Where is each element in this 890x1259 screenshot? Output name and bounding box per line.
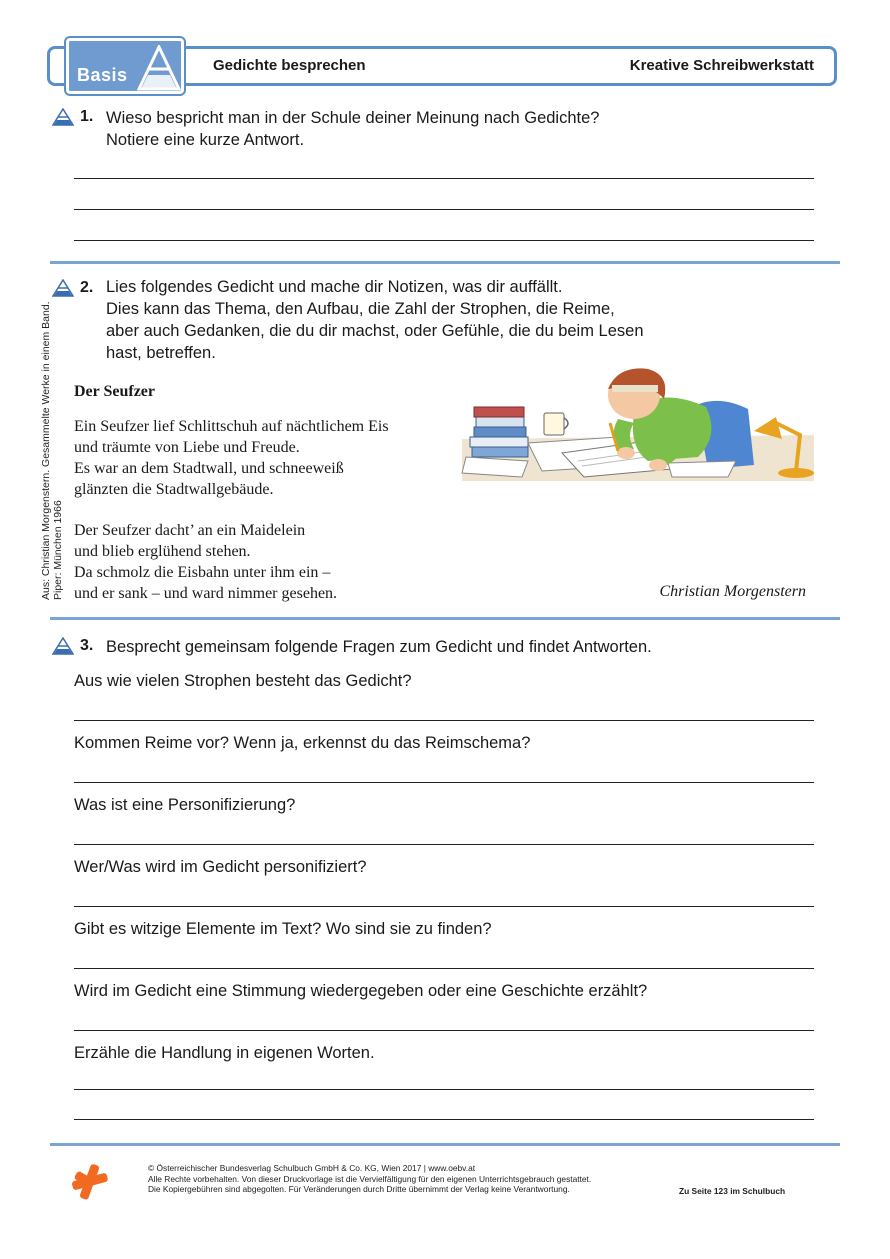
answer-line[interactable] [74, 1089, 814, 1090]
answer-line[interactable] [74, 968, 814, 969]
answer-line[interactable] [74, 844, 814, 845]
question: Aus wie vielen Strophen besteht das Gedicht? [74, 672, 412, 690]
poem-line: Da schmolz die Eisbahn unter ihm ein – [74, 564, 331, 581]
poem-line: Der Seufzer dacht’ an ein Maidelein [74, 522, 306, 539]
answer-line[interactable] [74, 906, 814, 907]
task-3-text: Besprecht gemeinsam folgende Fragen zum Gedicht und findet Antworten. [106, 638, 652, 656]
question: Erzähle die Handlung in eigenen Worten. [74, 1044, 375, 1062]
level-triangle-icon [137, 45, 181, 91]
footer-copyright [148, 1163, 591, 1195]
task-1-line: Notiere eine kurze Antwort. [106, 131, 305, 149]
task-1-line: Wieso bespricht man in der Schule deiner Meinung nach Gedichte? [106, 109, 600, 127]
footer-divider [50, 1143, 840, 1146]
poem-line: Es war an dem Stadtwall, und schneeweiß [74, 460, 344, 477]
task-2-line: aber auch Gedanken, die du dir machst, oder Gefühle, die du beim Lesen [106, 322, 644, 340]
answer-line[interactable] [74, 209, 814, 210]
section-title: Kreative Schreibwerkstatt [629, 57, 814, 74]
poem-line: und blieb erglühend stehen. [74, 543, 251, 560]
task-1-number: 1. [80, 108, 94, 125]
answer-line[interactable] [74, 240, 814, 241]
level-badge [66, 38, 184, 94]
source-note [40, 290, 64, 600]
task-2-text [106, 276, 644, 364]
poem-line: Ein Seufzer lief Schlittschuh auf nächtlichem Eis [74, 418, 389, 435]
footer-line: © Österreichischer Bundesverlag Schulbuch GmbH & Co. KG, Wien 2017 | www.oebv.at [148, 1163, 476, 1173]
task-2-line: hast, betreffen. [106, 344, 216, 362]
task-2-number: 2. [80, 279, 94, 296]
question: Wird im Gedicht eine Stimmung wiedergegeben oder eine Geschichte erzählt? [74, 982, 648, 1000]
footer-line: Die Kopiergebühren sind abgegolten. Für Veränderungen durch Dritte übernimmt der Verlag keine Verantwortung. [148, 1184, 570, 1194]
question: Gibt es witzige Elemente im Text? Wo sind sie zu finden? [74, 920, 492, 938]
poem-line: glänzten die Stadtwallgebäude. [74, 481, 274, 498]
question: Was ist eine Personifizierung? [74, 796, 296, 814]
question: Wer/Was wird im Gedicht personifiziert? [74, 858, 367, 876]
question: Kommen Reime vor? Wenn ja, erkennst du das Reimschema? [74, 734, 531, 752]
poem-line: und träumte von Liebe und Freude. [74, 439, 300, 456]
section-divider [50, 617, 840, 620]
answer-line[interactable] [74, 782, 814, 783]
answer-line[interactable] [74, 1030, 814, 1031]
level-triangle-icon [52, 637, 74, 655]
poem-stanza-1 [74, 416, 389, 500]
poem-title: Der Seufzer [74, 383, 155, 400]
level-triangle-icon [52, 108, 74, 126]
page-reference: Zu Seite 123 im Schulbuch [679, 1186, 786, 1196]
poem-stanza-2 [74, 520, 337, 604]
answer-line[interactable] [74, 1119, 814, 1120]
section-divider [50, 261, 840, 264]
student-writing-illustration [458, 365, 818, 483]
answer-line[interactable] [74, 178, 814, 179]
task-2-line: Lies folgendes Gedicht und mache dir Notizen, was dir auffällt. [106, 278, 563, 296]
page-title: Gedichte besprechen [213, 57, 366, 74]
poem-line: und er sank – und ward nimmer gesehen. [74, 585, 338, 602]
publisher-logo-icon [70, 1162, 110, 1202]
footer-line: Alle Rechte vorbehalten. Von dieser Druckvorlage ist die Vervielfältigung für den eigenen Unterrichtsgebrauch gestattet. [148, 1173, 592, 1184]
task-1-text [106, 107, 599, 151]
task-3-number: 3. [80, 637, 94, 654]
source-line: Piper: München 1966 [52, 500, 64, 600]
poem-author: Christian Morgenstern [659, 583, 806, 600]
task-2-line: Dies kann das Thema, den Aufbau, die Zahl der Strophen, die Reime, [106, 300, 615, 318]
source-line: Aus: Christian Morgenstern. Gesammelte Werke in einem Band. [40, 301, 52, 600]
answer-line[interactable] [74, 720, 814, 721]
badge-label: Basis [77, 65, 128, 85]
